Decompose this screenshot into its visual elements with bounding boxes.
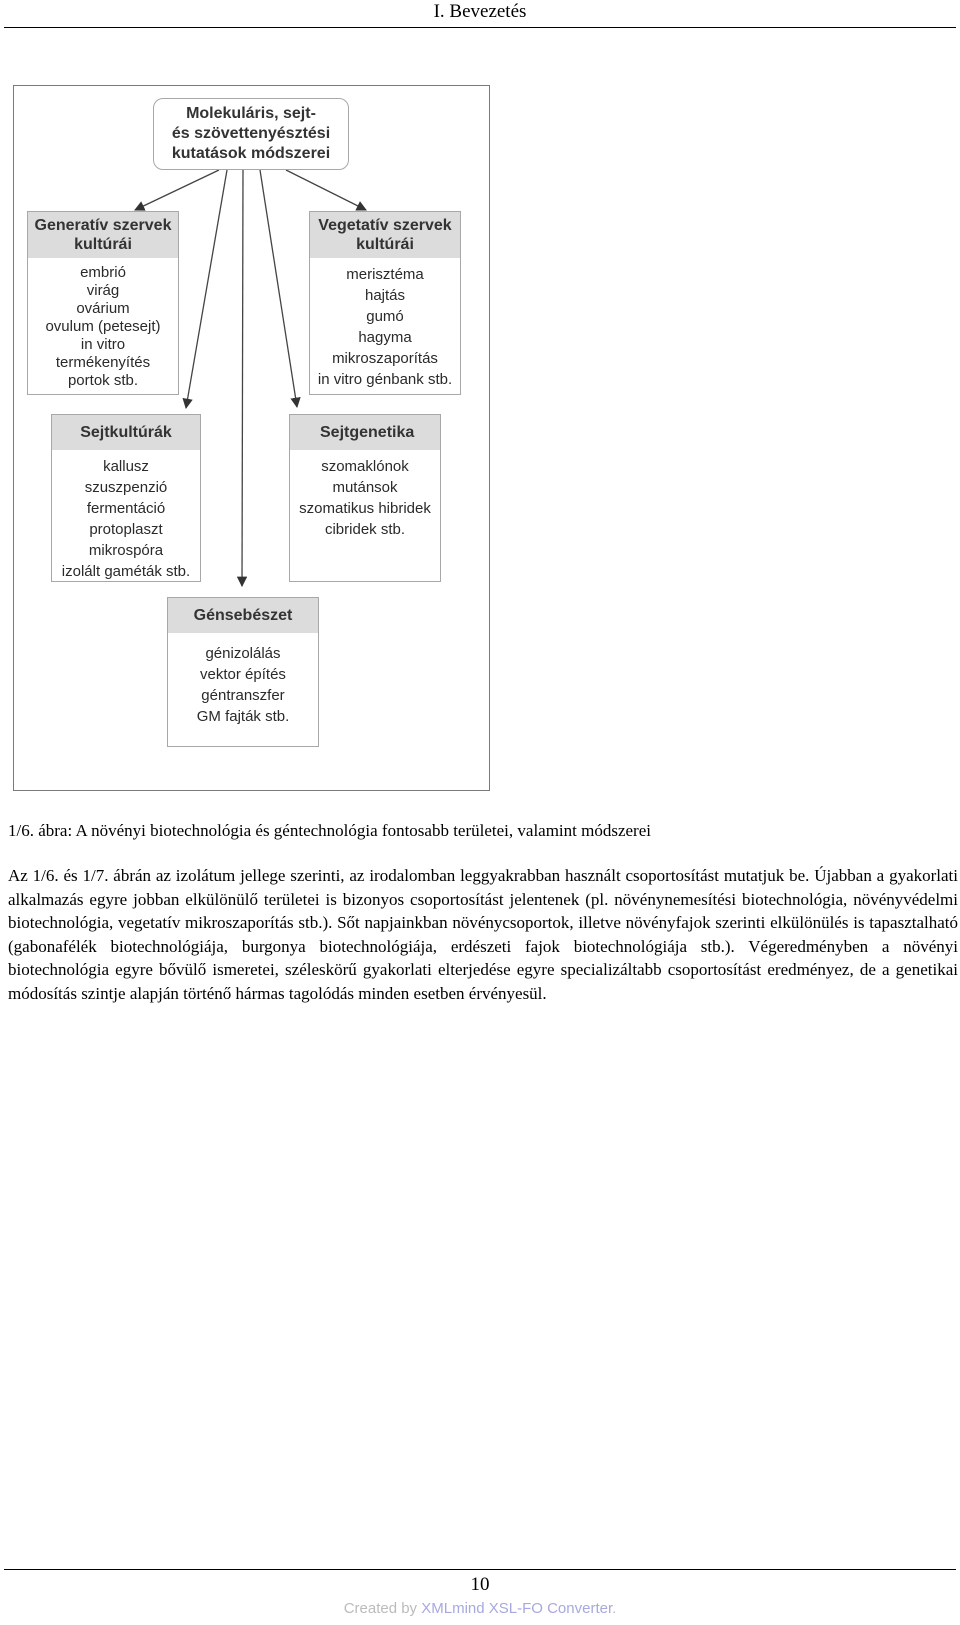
node-item: protoplaszt xyxy=(89,521,163,538)
diagram-figure xyxy=(13,85,490,791)
node-item: GM fajták stb. xyxy=(196,708,290,725)
node-item: mutánsok xyxy=(332,479,398,496)
node-item: vektor építés xyxy=(200,666,286,683)
node-item: in vitro génbank stb. xyxy=(317,371,453,388)
node-item: fermentáció xyxy=(86,500,166,517)
node-item: embrió xyxy=(80,264,126,281)
node-item: szomaklónok xyxy=(321,458,409,475)
node-items xyxy=(28,258,178,390)
creator-suffix: . xyxy=(612,1600,617,1617)
root-line: kutatások módszerei xyxy=(171,145,331,162)
node-item: mikroszaporítás xyxy=(332,350,438,367)
node-cell-genetics xyxy=(289,414,441,582)
node-title: Generatív szervek kultúrái xyxy=(28,212,178,258)
node-item: merisztéma xyxy=(346,266,424,283)
node-item: cibridek stb. xyxy=(324,521,406,538)
creator-link[interactable]: XMLmind XSL-FO Converter xyxy=(421,1600,613,1617)
root-line: Molekuláris, sejt- xyxy=(186,105,316,122)
node-items xyxy=(52,450,200,582)
node-title: Vegetatív szervek kultúrái xyxy=(310,212,460,258)
node-item: szuszpenzió xyxy=(84,479,168,496)
body-paragraph: Az 1/6. és 1/7. ábrán az izolátum jellege szerinti, az irodalomban leggyakrabban használt csoportosítást mutatjuk be. Újabban a gyakorlati alkalmazás egyre jobban elkülönülő területei is bizonyos csoportosítást jelentenek (pl. növénynemesítési biotechnológia, növényvédelmi biotechnológia, vegetatív mikroszaporítás stb.). Sőt napjainkban növénycsoportok, illetve növényfajok szerinti elkülönülés is tapasztalható (gabonafélék biotechnológiája, burgonya biotechnológiája, erdészeti fajok biotechnológiája stb.). Végeredményben a növényi biotechnológia egyre bővülő ismeretei, széleskörű gyakorlati elterjedése egyre specializáltabb csoportosítást eredményez, de a genetikai módosítás szintje alapján történő hármas tagolódás minden esetben érvényesül. xyxy=(8,866,958,1003)
figure-caption: 1/6. ábra: A növényi biotechnológia és géntechnológia fontosabb területei, valamint módszerei xyxy=(8,821,651,840)
node-item: hagyma xyxy=(358,329,412,346)
arrow-to-vegetative xyxy=(286,170,366,210)
node-item: portok stb. xyxy=(67,372,139,389)
arrow-to-cell-cultures xyxy=(186,170,227,408)
node-item: szomatikus hibridek xyxy=(299,500,431,517)
node-title: Sejtkultúrák xyxy=(52,415,200,450)
node-item: mikrospóra xyxy=(88,542,164,559)
node-item: virág xyxy=(86,282,120,299)
page-header xyxy=(4,0,956,28)
node-vegetative-organs xyxy=(309,211,461,395)
node-item: génizolálás xyxy=(205,645,281,662)
node-cell-cultures xyxy=(51,414,201,582)
root-line: és szövettenyésztési xyxy=(171,125,331,142)
node-item: in vitro xyxy=(80,336,126,353)
node-gene-surgery xyxy=(167,597,319,747)
node-item: ovárium xyxy=(76,300,130,317)
node-item: gumó xyxy=(366,308,404,325)
node-items xyxy=(310,258,460,390)
node-items xyxy=(290,450,440,540)
node-generative-organs xyxy=(27,211,179,395)
node-items xyxy=(168,633,318,727)
node-title: Sejtgenetika xyxy=(290,415,440,450)
root-node xyxy=(153,98,349,170)
node-item: ovulum (petesejt) xyxy=(45,318,161,335)
creator-prefix: Created by xyxy=(343,1600,422,1617)
node-item: izolált gaméták stb. xyxy=(61,563,191,580)
page-number: 10 xyxy=(470,1574,490,1595)
arrow-to-gene-surgery xyxy=(242,170,243,586)
node-title: Génsebészet xyxy=(168,598,318,633)
header-title: I. Bevezetés xyxy=(433,1,527,22)
creator-note xyxy=(0,1600,960,1617)
arrow-to-generative xyxy=(135,170,219,210)
arrow-to-cell-genetics xyxy=(260,170,297,407)
node-item: géntranszfer xyxy=(201,687,285,704)
node-item: kallusz xyxy=(103,458,149,475)
footer-rule xyxy=(4,1569,956,1570)
node-item: termékenyítés xyxy=(55,354,151,371)
node-item: hajtás xyxy=(364,287,406,304)
